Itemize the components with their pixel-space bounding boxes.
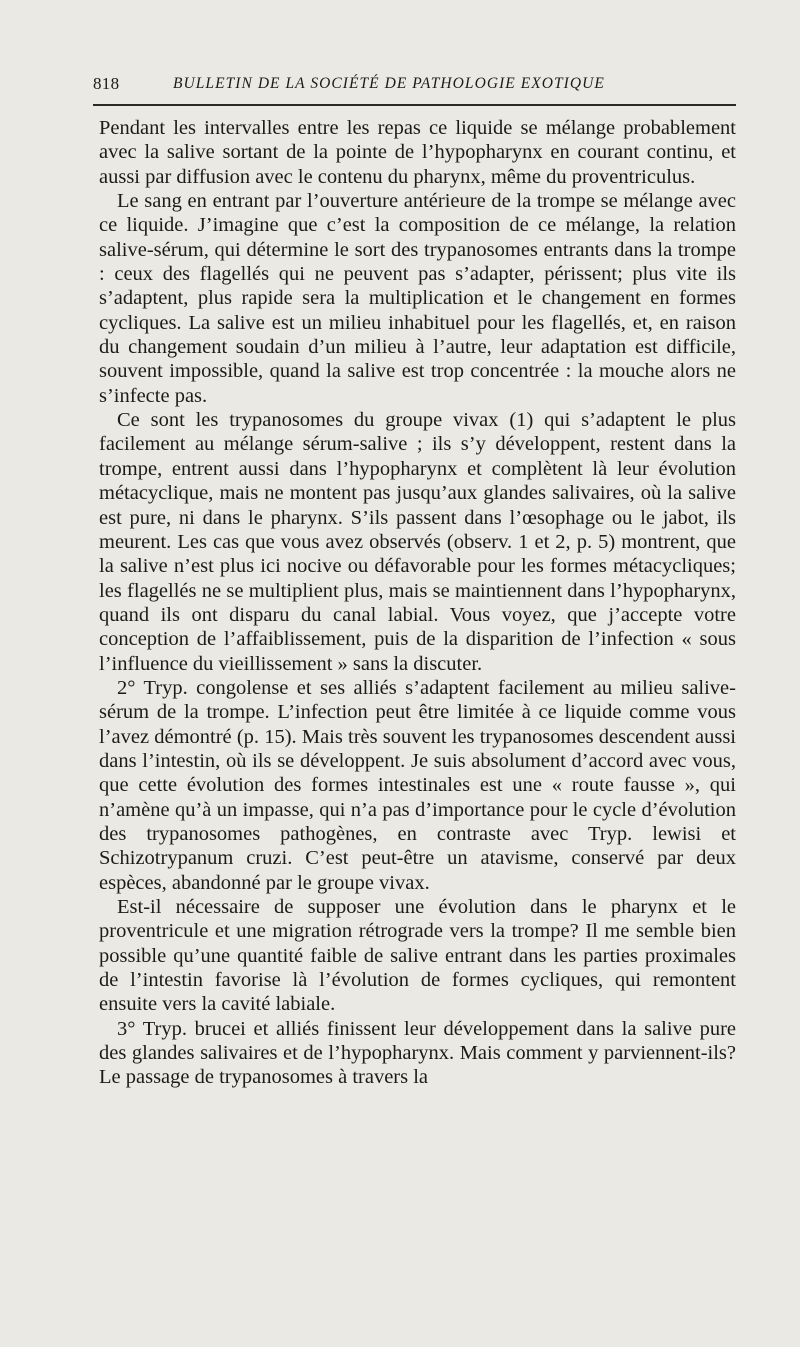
paragraph-4: 2° Tryp. congolense et ses alliés s’adaptent facilement au milieu salive-sérum de la trompe. L’infection peut être limitée à ce liquide comme vous l’avez démontré (p. 15). Mais très souvent les trypanosomes descendent aussi dans l’intestin, où ils se développent. Je suis absolument d’accord avec vous, que cette évolution des formes intestinales est une « route fausse », qui n’amène qu’à un impasse, qui n’a pas d’importance pour le cycle d’évolution des trypanosomes pathogènes, en contraste avec Tryp. lewisi et Schizotrypanum cruzi. C’est peut-être un atavisme, conservé par deux espèces, abandonné par le groupe vivax.	[99, 676, 736, 894]
body-text	[99, 116, 736, 1090]
paragraph-1: Pendant les intervalles entre les repas ce liquide se mélange probablement avec la salive sortant de la pointe de l’hypopharynx en courant continu, et aussi par diffusion avec le contenu du pharynx, même du proventriculus.	[99, 117, 736, 188]
running-head: BULLETIN DE LA SOCIÉTÉ DE PATHOLOGIE EXOTIQUE	[173, 75, 605, 92]
paragraph-3: Ce sont les trypanosomes du groupe vivax (1) qui s’adaptent le plus facilement au mélange sérum-salive ; ils s’y développent, restent dans la trompe, entrent aussi dans l’hypopharynx et complètent là leur évolution métacyclique, mais ne montent pas jusqu’aux glandes salivaires, où la salive est pure, ni dans le pharynx. S’ils passent dans l’œsophage ou le jabot, ils meurent. Les cas que vous avez observés (observ. 1 et 2, p. 5) montrent, que la salive n’est plus ici nocive ou défavorable pour les formes métacycliques; les flagellés ne se multiplient plus, mais se maintiennent dans l’hypopharynx, quand ils ont disparu du canal labial. Vous voyez, que j’accepte votre conception de l’affaiblissement, puis de la disparition de l’infection « sous l’influence du vieillissement » sans la discuter.	[99, 409, 736, 675]
paragraph-2: Le sang en entrant par l’ouverture antérieure de la trompe se mélange avec ce liquide. J’imagine que c’est la composition de ce mélange, la relation salive-sérum, qui détermine le sort des trypanosomes entrants dans la trompe : ceux des flagellés qui ne peuvent pas s’adapter, périssent; plus vite ils s’adaptent, plus rapide sera la multiplication et le changement en formes cycliques. La salive est un milieu inhabituel pour les flagellés, et, en raison du changement soudain d’un milieu à l’autre, leur adaptation est difficile, souvent impossible, quand la salive est trop concentrée : la mouche alors ne s’infecte pas.	[99, 190, 736, 407]
page-number: 818	[93, 74, 120, 93]
header-rule	[93, 104, 736, 106]
paragraph-6: 3° Tryp. brucei et alliés finissent leur développement dans la salive pure des glandes salivaires et de l’hypopharynx. Mais comment y parviennent-ils? Le passage de trypanosomes à travers la	[99, 1017, 736, 1089]
page-header	[93, 74, 733, 100]
paragraph-5: Est-il nécessaire de supposer une évolution dans le pharynx et le proventricule et une migration rétrograde vers la trompe? Il me semble bien possible qu’une quantité faible de salive entrant dans les parties proximales de l’intestin favorise là l’évolution de formes cycliques, qui remontent ensuite vers la cavité labiale.	[99, 896, 736, 1016]
